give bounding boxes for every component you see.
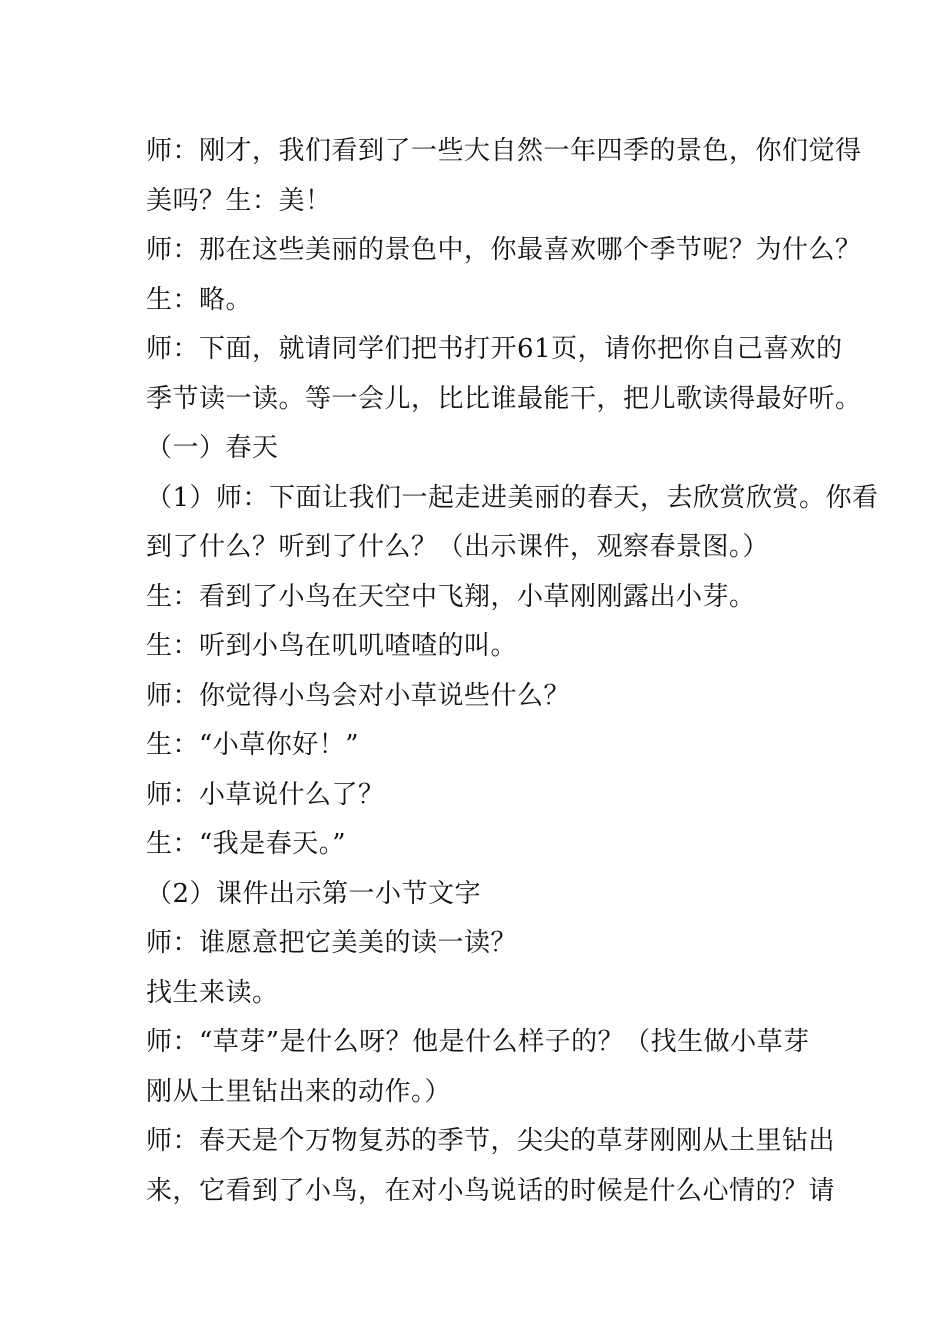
text-line: 师：下面，就请同学们把书打开61页，请你把你自己喜欢的 — [146, 334, 843, 364]
text-line: 美吗？生：美！ — [146, 185, 332, 216]
text-line: 生：“我是春天。” — [146, 829, 347, 859]
text-line: 生：“小草你好！” — [146, 730, 360, 760]
text-line: 生：听到小鸟在叽叽喳喳的叫。 — [146, 631, 518, 661]
text-line: 师：“草芽”是什么呀？他是什么样子的？（找生做小草芽 — [146, 1027, 810, 1057]
text-line: 生：略。 — [146, 284, 253, 315]
document-body — [146, 127, 879, 1216]
text-line: 师：谁愿意把它美美的读一读？ — [146, 928, 518, 958]
section-heading: （2）课件出示第一小节文字 — [146, 878, 482, 909]
text-line: 找生来读。 — [146, 977, 279, 1008]
text-line: 师：刚才，我们看到了一些大自然一年四季的景色，你们觉得 — [146, 136, 862, 166]
section-heading: （一）春天 — [146, 433, 279, 463]
text-line: 季节读一读。等一会儿，比比谁最能干，把儿歌读得最好听。 — [146, 383, 862, 414]
text-line: 刚从土里钻出来的动作。） — [146, 1076, 452, 1107]
text-line: 师：你觉得小鸟会对小草说些什么？ — [146, 680, 571, 711]
text-line: 到了什么？听到了什么？（出示课件，观察春景图。） — [146, 532, 770, 562]
text-line: 来，它看到了小鸟，在对小鸟说话的时候是什么心情的？请 — [146, 1175, 836, 1206]
text-line: 师：春天是个万物复苏的季节，尖尖的草芽刚刚从土里钻出 — [146, 1126, 836, 1156]
text-line: 生：看到了小鸟在天空中飞翔，小草刚刚露出小芽。 — [146, 581, 756, 612]
text-line: 师：小草说什么了？ — [146, 779, 385, 810]
text-line: （1）师：下面让我们一起走进美丽的春天，去欣赏欣赏。你看 — [146, 482, 879, 513]
text-line: 师：那在这些美丽的景色中，你最喜欢哪个季节呢？为什么？ — [146, 235, 862, 265]
